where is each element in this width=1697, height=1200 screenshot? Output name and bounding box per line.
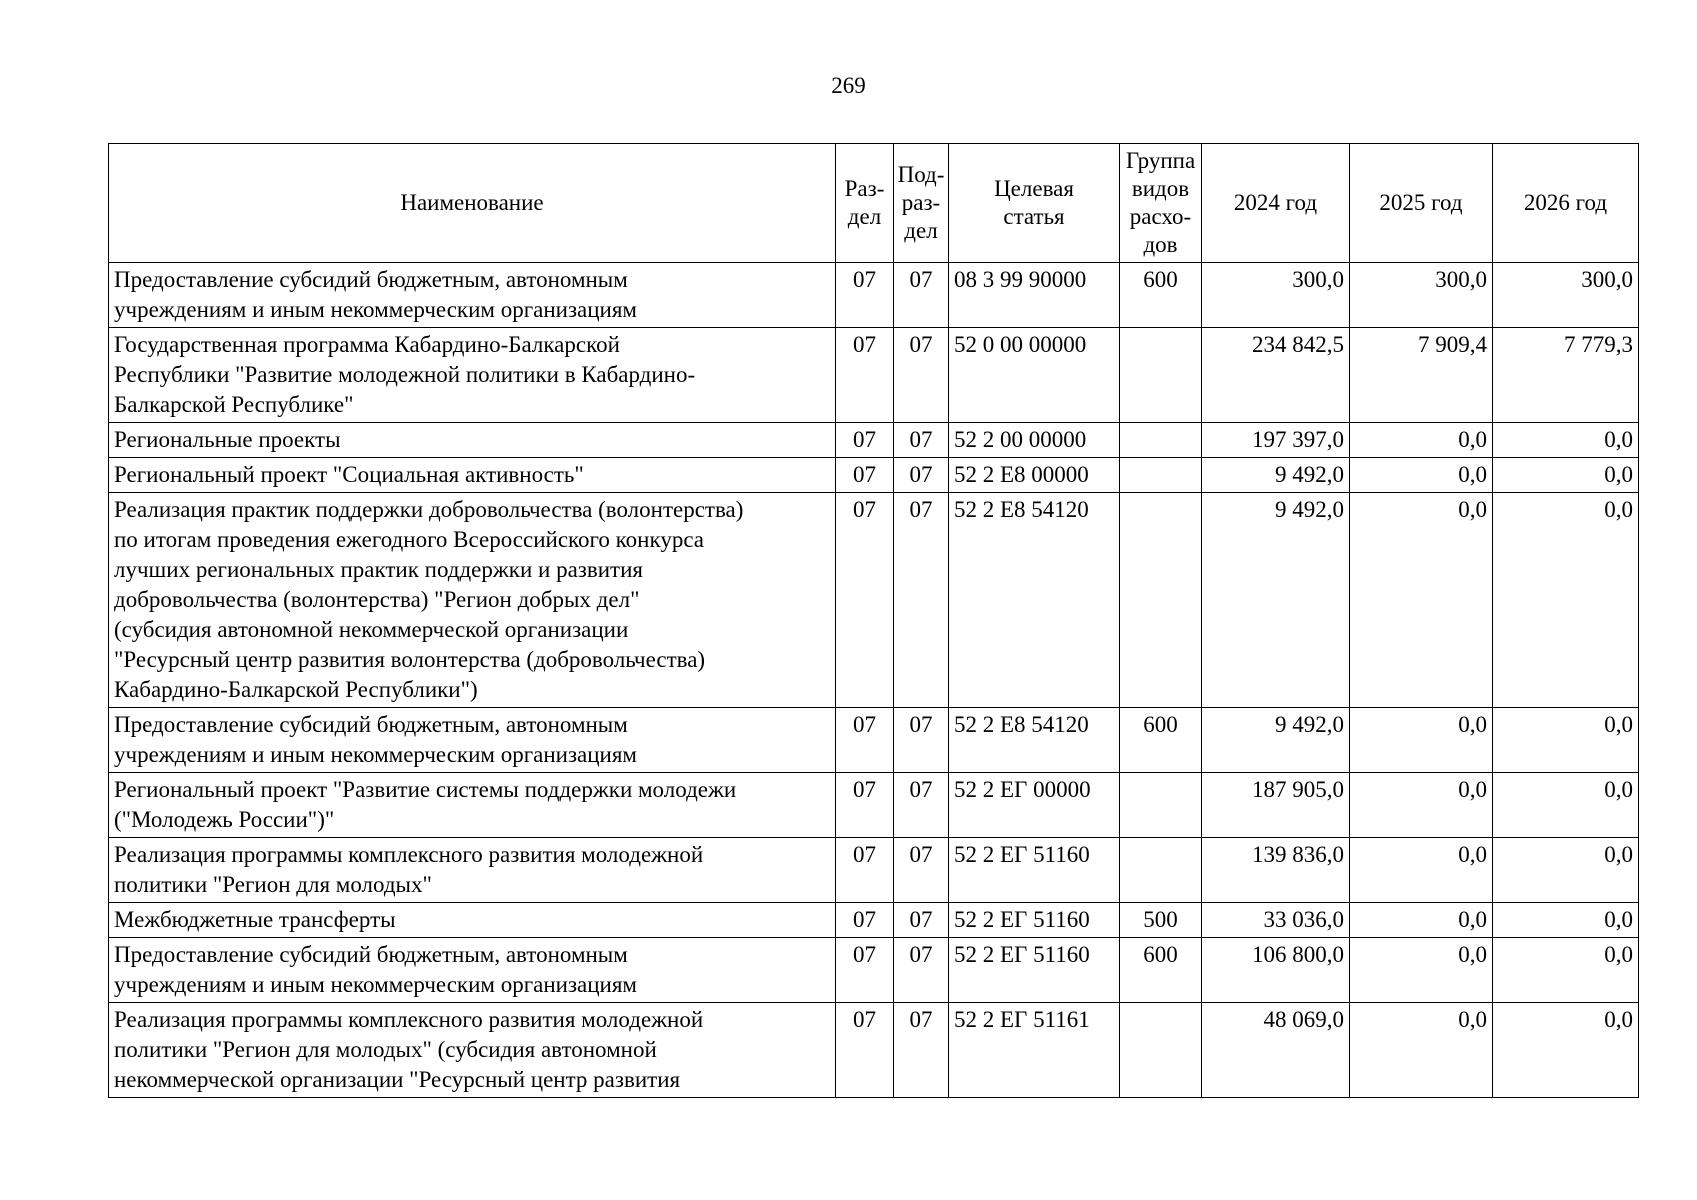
header-year-2024: 2024 год (1202, 144, 1350, 263)
table-row (109, 328, 1639, 423)
page-number: 269 (831, 73, 866, 98)
row-section: 07 (836, 458, 894, 493)
row-target-article: 52 2 ЕГ 51160 (949, 938, 1120, 1003)
row-amount-2024: 9 492,0 (1202, 458, 1350, 493)
row-name: Межбюджетные трансферты (109, 903, 836, 938)
row-amount-2024: 197 397,0 (1202, 423, 1350, 458)
row-expense-group: 500 (1120, 903, 1202, 938)
row-expense-group (1120, 458, 1202, 493)
row-expense-group (1120, 838, 1202, 903)
row-amount-2025: 0,0 (1350, 773, 1493, 838)
row-subsection: 07 (894, 1003, 949, 1098)
row-target-article: 52 2 E8 54120 (949, 708, 1120, 773)
table-row (109, 838, 1639, 903)
row-target-article: 52 2 ЕГ 00000 (949, 773, 1120, 838)
row-target-article: 52 2 E8 00000 (949, 458, 1120, 493)
row-target-article: 52 0 00 00000 (949, 328, 1120, 423)
table-row (109, 423, 1639, 458)
row-section: 07 (836, 1003, 894, 1098)
table-row (109, 493, 1639, 708)
header-name: Наименование (109, 144, 836, 263)
row-subsection: 07 (894, 423, 949, 458)
header-subsection: Под- раз- дел (894, 144, 949, 263)
row-amount-2025: 0,0 (1350, 903, 1493, 938)
row-amount-2024: 9 492,0 (1202, 493, 1350, 708)
row-section: 07 (836, 903, 894, 938)
budget-table (108, 143, 1639, 1098)
row-amount-2026: 0,0 (1493, 1003, 1639, 1098)
row-name: Реализация программы комплексного развития молодежной политики "Регион для молодых" (субсидия автономной некоммерческой организации "Ресурсный центр развития (109, 1003, 836, 1098)
row-section: 07 (836, 493, 894, 708)
header-target-article: Целевая статья (949, 144, 1120, 263)
row-section: 07 (836, 708, 894, 773)
row-subsection: 07 (894, 263, 949, 328)
row-subsection: 07 (894, 708, 949, 773)
row-name: Государственная программа Кабардино-Балкарской Республики "Развитие молодежной политики в Кабардино- Балкарской Республике" (109, 328, 836, 423)
row-name: Предоставление субсидий бюджетным, автономным учреждениям и иным некоммерческим организациям (109, 708, 836, 773)
row-amount-2024: 48 069,0 (1202, 1003, 1350, 1098)
row-name: Региональный проект "Развитие системы поддержки молодежи ("Молодежь России")" (109, 773, 836, 838)
row-amount-2025: 0,0 (1350, 938, 1493, 1003)
row-amount-2024: 106 800,0 (1202, 938, 1350, 1003)
row-amount-2026: 0,0 (1493, 493, 1639, 708)
row-name: Реализация практик поддержки добровольчества (волонтерства) по итогам проведения ежегодного Всероссийского конкурса лучших региональных практик поддержки и развития добровольчества (волонтерства) "Регион добрых дел" (субсидия автономной некоммерческой организации "Ресурсный центр развития волонтерства (добровольчества) Кабардино-Балкарской Республики") (109, 493, 836, 708)
row-subsection: 07 (894, 493, 949, 708)
row-section: 07 (836, 838, 894, 903)
row-amount-2024: 300,0 (1202, 263, 1350, 328)
row-target-article: 52 2 ЕГ 51160 (949, 903, 1120, 938)
row-name: Региональные проекты (109, 423, 836, 458)
row-target-article: 52 2 E8 54120 (949, 493, 1120, 708)
table-row (109, 708, 1639, 773)
row-amount-2025: 0,0 (1350, 1003, 1493, 1098)
row-name: Региональный проект "Социальная активность" (109, 458, 836, 493)
row-subsection: 07 (894, 903, 949, 938)
row-expense-group (1120, 423, 1202, 458)
row-subsection: 07 (894, 773, 949, 838)
row-section: 07 (836, 328, 894, 423)
header-year-2025: 2025 год (1350, 144, 1493, 263)
row-amount-2026: 0,0 (1493, 838, 1639, 903)
row-amount-2025: 0,0 (1350, 838, 1493, 903)
row-amount-2025: 0,0 (1350, 708, 1493, 773)
table-row (109, 938, 1639, 1003)
row-amount-2024: 187 905,0 (1202, 773, 1350, 838)
row-amount-2024: 9 492,0 (1202, 708, 1350, 773)
row-subsection: 07 (894, 458, 949, 493)
row-amount-2024: 33 036,0 (1202, 903, 1350, 938)
row-expense-group: 600 (1120, 708, 1202, 773)
row-amount-2026: 0,0 (1493, 708, 1639, 773)
row-name: Реализация программы комплексного развития молодежной политики "Регион для молодых" (109, 838, 836, 903)
row-expense-group (1120, 328, 1202, 423)
row-section: 07 (836, 938, 894, 1003)
row-expense-group (1120, 493, 1202, 708)
header-year-2026: 2026 год (1493, 144, 1639, 263)
row-expense-group (1120, 1003, 1202, 1098)
row-amount-2024: 139 836,0 (1202, 838, 1350, 903)
header-section: Раз- дел (836, 144, 894, 263)
row-target-article: 52 2 ЕГ 51160 (949, 838, 1120, 903)
table-row (109, 263, 1639, 328)
row-subsection: 07 (894, 938, 949, 1003)
row-amount-2025: 7 909,4 (1350, 328, 1493, 423)
table-row (109, 903, 1639, 938)
row-amount-2025: 0,0 (1350, 458, 1493, 493)
row-amount-2026: 0,0 (1493, 903, 1639, 938)
row-subsection: 07 (894, 328, 949, 423)
row-name: Предоставление субсидий бюджетным, автономным учреждениям и иным некоммерческим организациям (109, 263, 836, 328)
row-amount-2025: 0,0 (1350, 423, 1493, 458)
row-expense-group: 600 (1120, 263, 1202, 328)
row-subsection: 07 (894, 838, 949, 903)
table-row (109, 1003, 1639, 1098)
row-name: Предоставление субсидий бюджетным, автономным учреждениям и иным некоммерческим организациям (109, 938, 836, 1003)
row-amount-2025: 300,0 (1350, 263, 1493, 328)
row-target-article: 08 3 99 90000 (949, 263, 1120, 328)
table-row (109, 773, 1639, 838)
row-section: 07 (836, 423, 894, 458)
header-expense-group: Группа видов расхо- дов (1120, 144, 1202, 263)
row-section: 07 (836, 263, 894, 328)
row-amount-2026: 7 779,3 (1493, 328, 1639, 423)
table-row (109, 458, 1639, 493)
row-amount-2026: 0,0 (1493, 773, 1639, 838)
row-target-article: 52 2 ЕГ 51161 (949, 1003, 1120, 1098)
row-amount-2026: 0,0 (1493, 458, 1639, 493)
row-section: 07 (836, 773, 894, 838)
row-amount-2026: 300,0 (1493, 263, 1639, 328)
row-target-article: 52 2 00 00000 (949, 423, 1120, 458)
row-expense-group (1120, 773, 1202, 838)
row-amount-2025: 0,0 (1350, 493, 1493, 708)
row-expense-group: 600 (1120, 938, 1202, 1003)
table-header-row (109, 144, 1639, 263)
row-amount-2026: 0,0 (1493, 938, 1639, 1003)
row-amount-2024: 234 842,5 (1202, 328, 1350, 423)
row-amount-2026: 0,0 (1493, 423, 1639, 458)
